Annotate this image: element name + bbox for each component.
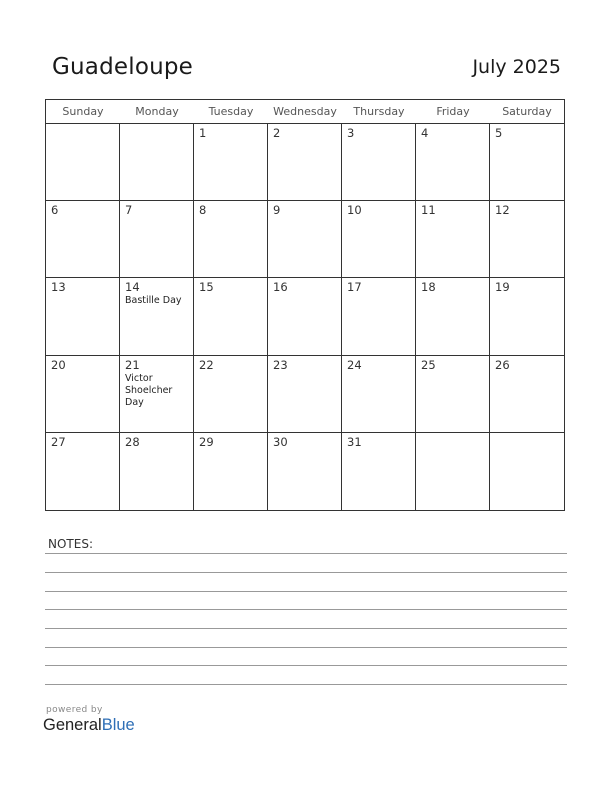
day-number: 14 (125, 280, 140, 295)
day-number: 8 (199, 203, 207, 218)
day-number: 21 (125, 357, 140, 372)
day-number: 25 (421, 357, 436, 372)
powered-by-label: powered by (46, 705, 103, 715)
day-cell-31 (342, 433, 416, 510)
empty-day-cell (416, 433, 490, 510)
note-line (45, 684, 567, 685)
day-cell-17 (342, 278, 416, 355)
day-cell-28 (120, 433, 194, 510)
day-number: 13 (51, 280, 66, 295)
day-cell-29 (194, 433, 268, 510)
day-number: 28 (125, 434, 140, 449)
day-number: 2 (273, 126, 281, 140)
day-cell-27 (46, 433, 120, 510)
weekday-saturday: Saturday (502, 105, 552, 118)
day-cell-15 (194, 278, 268, 355)
day-cell-11 (416, 201, 490, 278)
day-number: 3 (347, 126, 355, 140)
weekday-sunday: Sunday (62, 105, 104, 118)
note-line (45, 609, 567, 610)
day-number: 12 (495, 203, 510, 218)
weekday-thursday: Thursday (353, 105, 405, 118)
note-line (45, 628, 567, 629)
day-cell-5 (490, 124, 564, 201)
day-cell-25 (416, 356, 490, 433)
day-cell-24 (342, 356, 416, 433)
day-number: 10 (347, 203, 362, 218)
day-number: 27 (51, 434, 66, 449)
day-number: 29 (199, 434, 214, 449)
page-title: Guadeloupe (52, 54, 194, 80)
day-number: 23 (273, 357, 288, 372)
day-cell-9 (268, 201, 342, 278)
day-number: 30 (273, 434, 288, 449)
day-cell-4 (416, 124, 490, 201)
day-cell-18 (416, 278, 490, 355)
day-cell-1 (194, 124, 268, 201)
weekday-header-row (46, 100, 564, 124)
day-number: 24 (347, 357, 362, 372)
month-year-label: July 2025 (472, 56, 561, 78)
day-cell-16 (268, 278, 342, 355)
day-number: 20 (51, 357, 66, 372)
day-number: 4 (421, 126, 429, 140)
day-cell-3 (342, 124, 416, 201)
empty-day-cell (46, 124, 120, 201)
day-number: 16 (273, 280, 288, 295)
day-number: 17 (347, 280, 362, 295)
day-number: 6 (51, 203, 59, 218)
weekday-friday: Friday (436, 105, 470, 118)
day-number: 5 (495, 126, 503, 140)
calendar-weeks (46, 124, 564, 510)
day-number: 7 (125, 203, 133, 218)
day-number: 9 (273, 203, 281, 218)
note-line (45, 591, 567, 592)
day-cell-21 (120, 356, 194, 433)
day-cell-19 (490, 278, 564, 355)
day-number: 11 (421, 203, 436, 218)
calendar-grid (45, 99, 565, 511)
day-cell-26 (490, 356, 564, 433)
day-number: 19 (495, 280, 510, 295)
day-cell-14 (120, 278, 194, 355)
empty-day-cell (490, 433, 564, 510)
generalblue-logo (43, 716, 135, 735)
weekday-monday: Monday (135, 105, 179, 118)
empty-day-cell (120, 124, 194, 201)
day-cell-7 (120, 201, 194, 278)
weekday-tuesday: Tuesday (208, 105, 254, 118)
day-number: 18 (421, 280, 436, 295)
holiday-label: Victor Shoelcher Day (125, 372, 173, 408)
day-cell-12 (490, 201, 564, 278)
day-number: 15 (199, 280, 214, 295)
day-cell-20 (46, 356, 120, 433)
day-cell-2 (268, 124, 342, 201)
day-cell-30 (268, 433, 342, 510)
day-cell-8 (194, 201, 268, 278)
note-line (45, 647, 567, 648)
brand-part-blue: Blue (101, 716, 135, 734)
note-line (45, 572, 567, 573)
holiday-label: Bastille Day (125, 295, 182, 307)
note-line (45, 665, 567, 666)
day-cell-22 (194, 356, 268, 433)
day-cell-6 (46, 201, 120, 278)
note-line (45, 553, 567, 554)
day-cell-13 (46, 278, 120, 355)
brand-part-general: General (43, 716, 102, 734)
day-cell-23 (268, 356, 342, 433)
day-number: 1 (199, 126, 207, 140)
weekday-wednesday: Wednesday (273, 105, 337, 118)
day-number: 31 (347, 434, 362, 449)
day-cell-10 (342, 201, 416, 278)
notes-label: NOTES: (48, 537, 93, 551)
day-number: 26 (495, 357, 510, 372)
day-number: 22 (199, 357, 214, 372)
